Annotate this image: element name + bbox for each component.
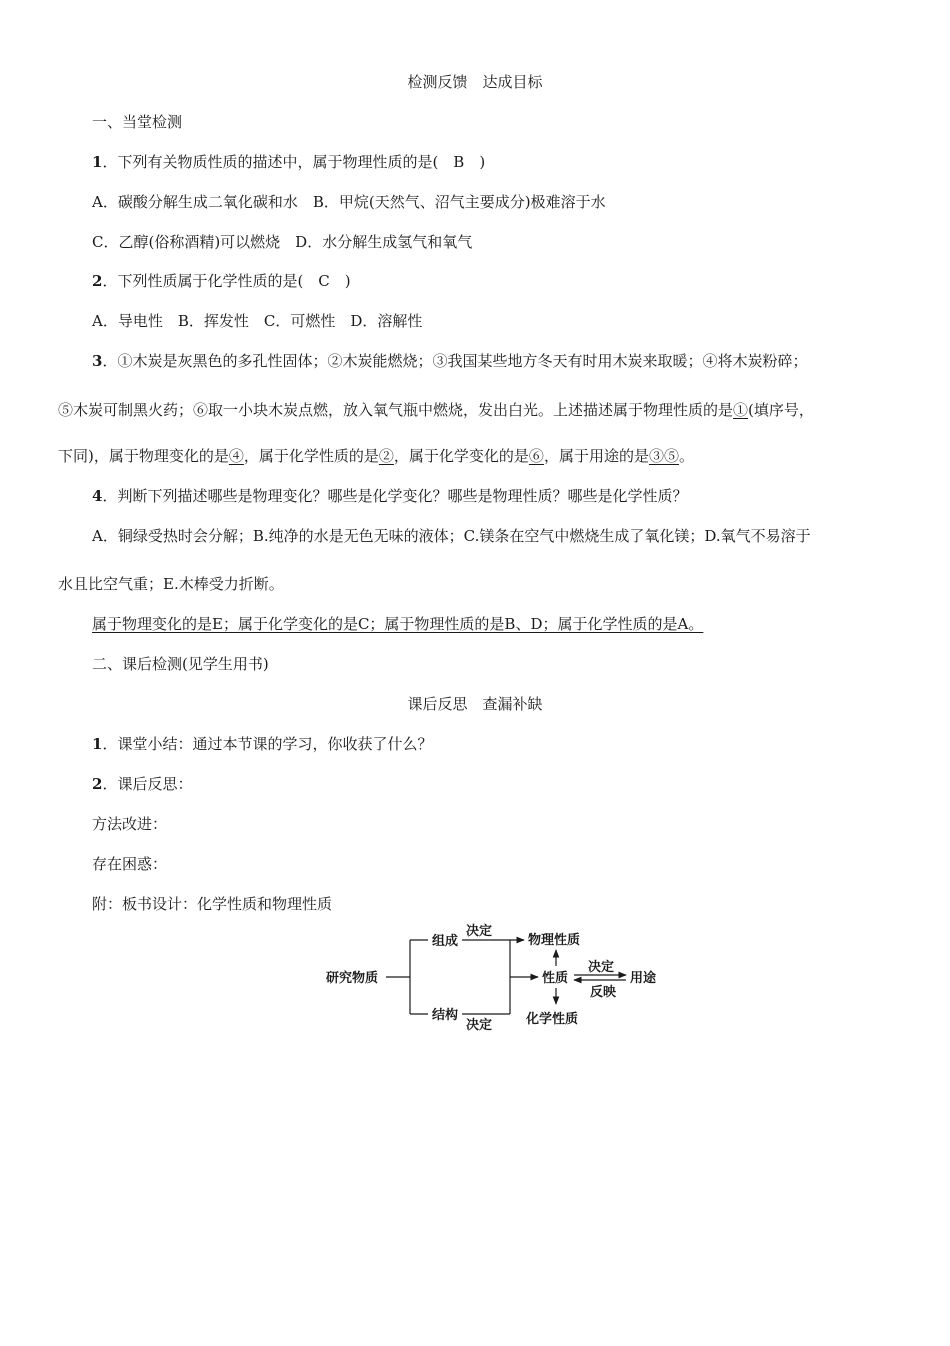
diagram-decide-bottom: 决定 <box>466 1018 493 1033</box>
question-text: 下同)，属于物理变化的是 <box>58 447 229 465</box>
question-text: ⑤木炭可制黑火药；⑥取一小块木炭点燃，放入氧气瓶中燃烧，发出白光。上述描述属于物理性质的是 <box>58 401 734 419</box>
question-1-stem <box>92 152 485 172</box>
question-4-statements-line-2: 水且比空气重；E.木棒受力折断。 <box>58 575 284 593</box>
reflection-item-1 <box>92 734 432 754</box>
item-text: ．课堂小结：通过本节课的学习，你收获了什么？ <box>102 735 433 753</box>
section-title-feedback: 检测反馈 达成目标 <box>407 73 543 91</box>
board-design-label: 附：板书设计：化学性质和物理性质 <box>92 895 333 913</box>
diagram-svg <box>310 920 670 1040</box>
question-2-stem <box>92 271 351 291</box>
question-text: ．下列有关物质性质的描述中，属于物理性质的是( B ) <box>102 153 486 171</box>
board-design-diagram <box>310 920 670 1040</box>
question-1-options-cd: C．乙醇(俗称酒精)可以燃烧 D．水分解生成氢气和氧气 <box>92 233 473 251</box>
question-text: 。 <box>678 447 694 465</box>
question-number: 1 <box>92 153 103 171</box>
diagram-study-matter: 研究物质 <box>326 971 379 986</box>
answer-use: ③⑤ <box>648 447 679 465</box>
question-text: ．判断下列描述哪些是物理变化？哪些是化学变化？哪些是物理性质？哪些是化学性质？ <box>102 487 688 505</box>
answer-physical-change: ④ <box>228 447 244 465</box>
question-text: ，属于化学变化的是 <box>393 447 529 465</box>
question-4-statements-line-1: A．铜绿受热时会分解；B.纯净的水是无色无味的液体；C.镁条在空气中燃烧生成了氧化镁；D.氧气不易溶于 <box>92 527 811 545</box>
existing-confusion-label: 存在困惑： <box>92 855 168 873</box>
diagram-composition: 组成 <box>432 934 459 949</box>
diagram-use: 用途 <box>630 971 657 986</box>
diagram-structure: 结构 <box>432 1008 459 1023</box>
question-text: ．下列性质属于化学性质的是( C ) <box>102 272 351 290</box>
item-number: 2 <box>92 775 103 793</box>
question-3-line-3 <box>58 446 694 466</box>
question-1-options-ab: A．碳酸分解生成二氧化碳和水 B．甲烷(天然气、沼气主要成分)极难溶于水 <box>92 193 606 211</box>
question-text: ，属于化学性质的是 <box>243 447 379 465</box>
diagram-reflect: 反映 <box>590 985 617 1000</box>
method-improvement-label: 方法改进： <box>92 815 168 833</box>
question-number: 3 <box>92 352 103 370</box>
reflection-item-2 <box>92 774 192 794</box>
question-text: ．①木炭是灰黑色的多孔性固体；②木炭能燃烧；③我国某些地方冬天有时用木炭来取暖；④将木炭粉碎； <box>102 352 808 370</box>
question-number: 2 <box>92 272 103 290</box>
question-2-options: A．导电性 B．挥发性 C．可燃性 D．溶解性 <box>92 312 423 330</box>
question-3-line-1 <box>92 351 807 371</box>
question-number: 4 <box>92 487 103 505</box>
question-text: (填序号， <box>748 401 814 419</box>
answer-physical-property: ① <box>733 401 749 419</box>
diagram-decide-top: 决定 <box>466 924 493 939</box>
question-4-answer: 属于物理变化的是E；属于化学变化的是C；属于物理性质的是B、D；属于化学性质的是A。 <box>92 615 704 633</box>
item-number: 1 <box>92 735 103 753</box>
diagram-property: 性质 <box>542 971 569 986</box>
heading-in-class-test: 一、当堂检测 <box>92 113 183 131</box>
answer-chemical-change: ⑥ <box>528 447 544 465</box>
diagram-physical-property: 物理性质 <box>528 933 581 948</box>
question-3-line-2 <box>58 400 814 420</box>
question-4-stem <box>92 486 687 506</box>
answer-chemical-property: ② <box>378 447 394 465</box>
diagram-decide-use: 决定 <box>588 960 615 975</box>
diagram-chemical-property: 化学性质 <box>526 1012 579 1027</box>
heading-after-class-test: 二、课后检测(见学生用书) <box>92 655 269 673</box>
item-text: ．课后反思： <box>102 775 193 793</box>
question-text: ，属于用途的是 <box>543 447 649 465</box>
section-title-reflection: 课后反思 查漏补缺 <box>407 695 543 713</box>
